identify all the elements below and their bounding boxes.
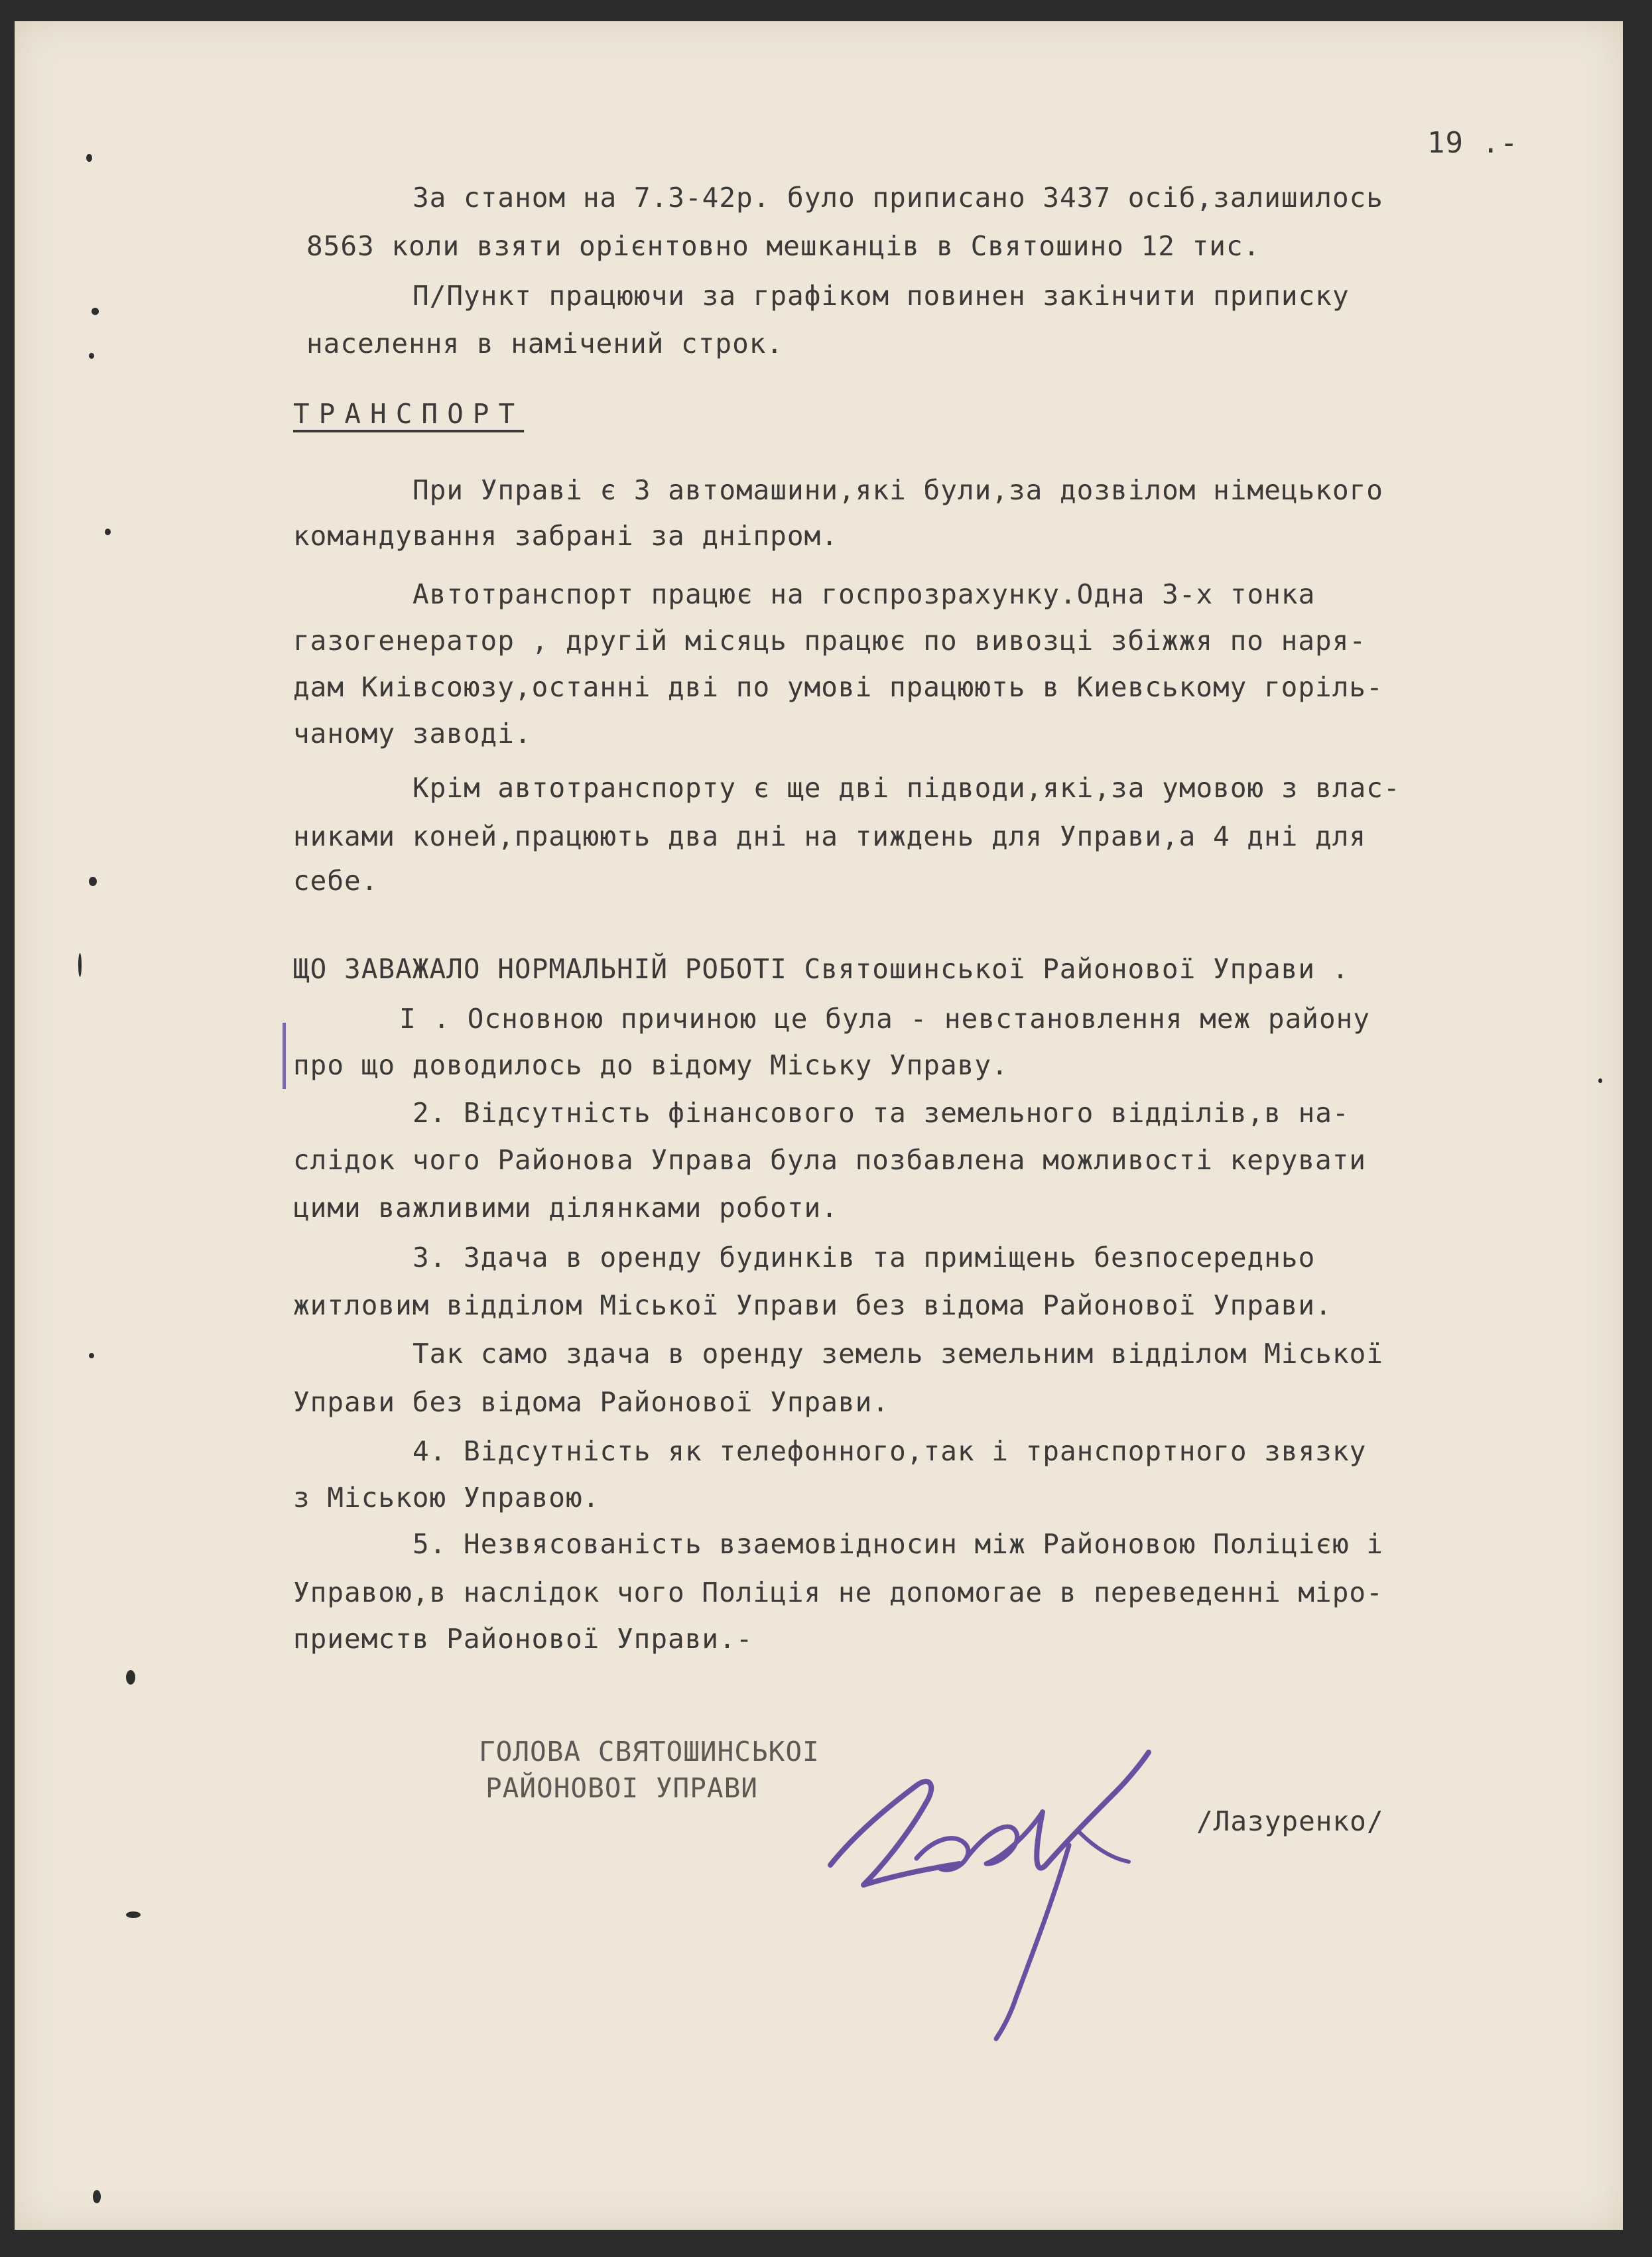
section-heading-obstacles: ЩО ЗАВАЖАЛО НОРМАЛЬНІЙ РОБОТІ Святошинської Районової Управи . [293,953,1350,985]
text-line: слідок чого Районова Управа була позбавлена можливості керувати [293,1144,1367,1176]
text-line: Так само здача в оренду земель земельним відділом Міської [413,1338,1383,1370]
text-line: Управою,в наслідок чого Поліція не допомогае в переведенні міро- [293,1577,1383,1608]
document-page [15,21,1623,2230]
text-line: чаному заводі. [293,718,532,749]
text-line: приемств Районової Управи.- [293,1623,753,1655]
signatory-title-line2: РАЙОНОВОІ УПРАВИ [485,1772,758,1804]
text-line: командування забрані за дніпром. [293,520,838,552]
text-line: Автотранспорт працює на госпрозрахунку.Одна 3-х тонка [413,578,1316,610]
text-line: 2. Відсутність фінансового та земельного відділів,в на- [413,1097,1350,1129]
text-line: За станом на 7.3-42р. було приписано 3437 осіб,залишилось [413,182,1383,214]
text-line: себе. [293,865,379,897]
paper-speck [126,1670,135,1685]
paper-speck [126,1911,141,1918]
paper-speck [89,877,97,886]
text-line: I . Основною причиною це була - невстановлення меж району [399,1003,1370,1035]
paper-speck [89,353,94,359]
paper-speck [93,2190,101,2203]
ink-margin-mark [283,1023,286,1089]
text-line: з Міською Управою. [293,1482,600,1514]
text-line: Крім автотранспорту є ще дві підводи,які,за умовою з влас- [413,772,1401,804]
text-line: 5. Незвясованість взаемовідносин між Районовою Поліцією і [413,1528,1383,1560]
text-line: никами коней,працюють два дні на тиждень для Управи,а 4 дні для [293,820,1367,852]
text-line: Управи без відома Районової Управи. [293,1386,889,1418]
paper-speck [86,154,92,162]
text-line: про що доводилось до відому Міську Управу. [293,1049,1009,1081]
paper-speck [89,1353,94,1358]
paper-speck [78,953,82,977]
paper-speck [105,529,111,535]
text-line: населення в намічений строк. [306,328,784,359]
text-line: 4. Відсутність як телефонного,так і транспортного звязку [413,1435,1367,1467]
text-line: житловим відділом Міської Управи без відома Районової Управи. [293,1289,1332,1321]
text-line: дам Киівсоюзу,останні дві по умові працюють в Киевському горіль- [293,671,1383,703]
page-number: 19 .- [1427,126,1519,160]
text-line: газогенератор , другій місяць працює по вивозці збіжжя по наря- [293,625,1367,657]
text-line: П/Пункт працюючи за графіком повинен закінчити приписку [413,280,1350,312]
paper-speck [92,308,99,315]
signatory-title-line1: ГОЛОВА СВЯТОШИНСЬКОІ [479,1736,820,1768]
section-heading-transport: ТРАНСПОРТ [293,398,525,430]
text-line: цими важливими ділянками роботи. [293,1192,838,1224]
handwritten-signature [817,1732,1175,2044]
signatory-name: /Лазуренко/ [1196,1805,1384,1837]
text-line: 3. Здача в оренду будинків та приміщень безпосередньо [413,1242,1316,1273]
text-line: 8563 коли взяти орієнтовно мешканців в Святошино 12 тис. [306,230,1261,262]
paper-speck [1598,1078,1602,1083]
text-line: При Управі є 3 автомашини,які були,за дозвілом німецького [413,474,1383,506]
